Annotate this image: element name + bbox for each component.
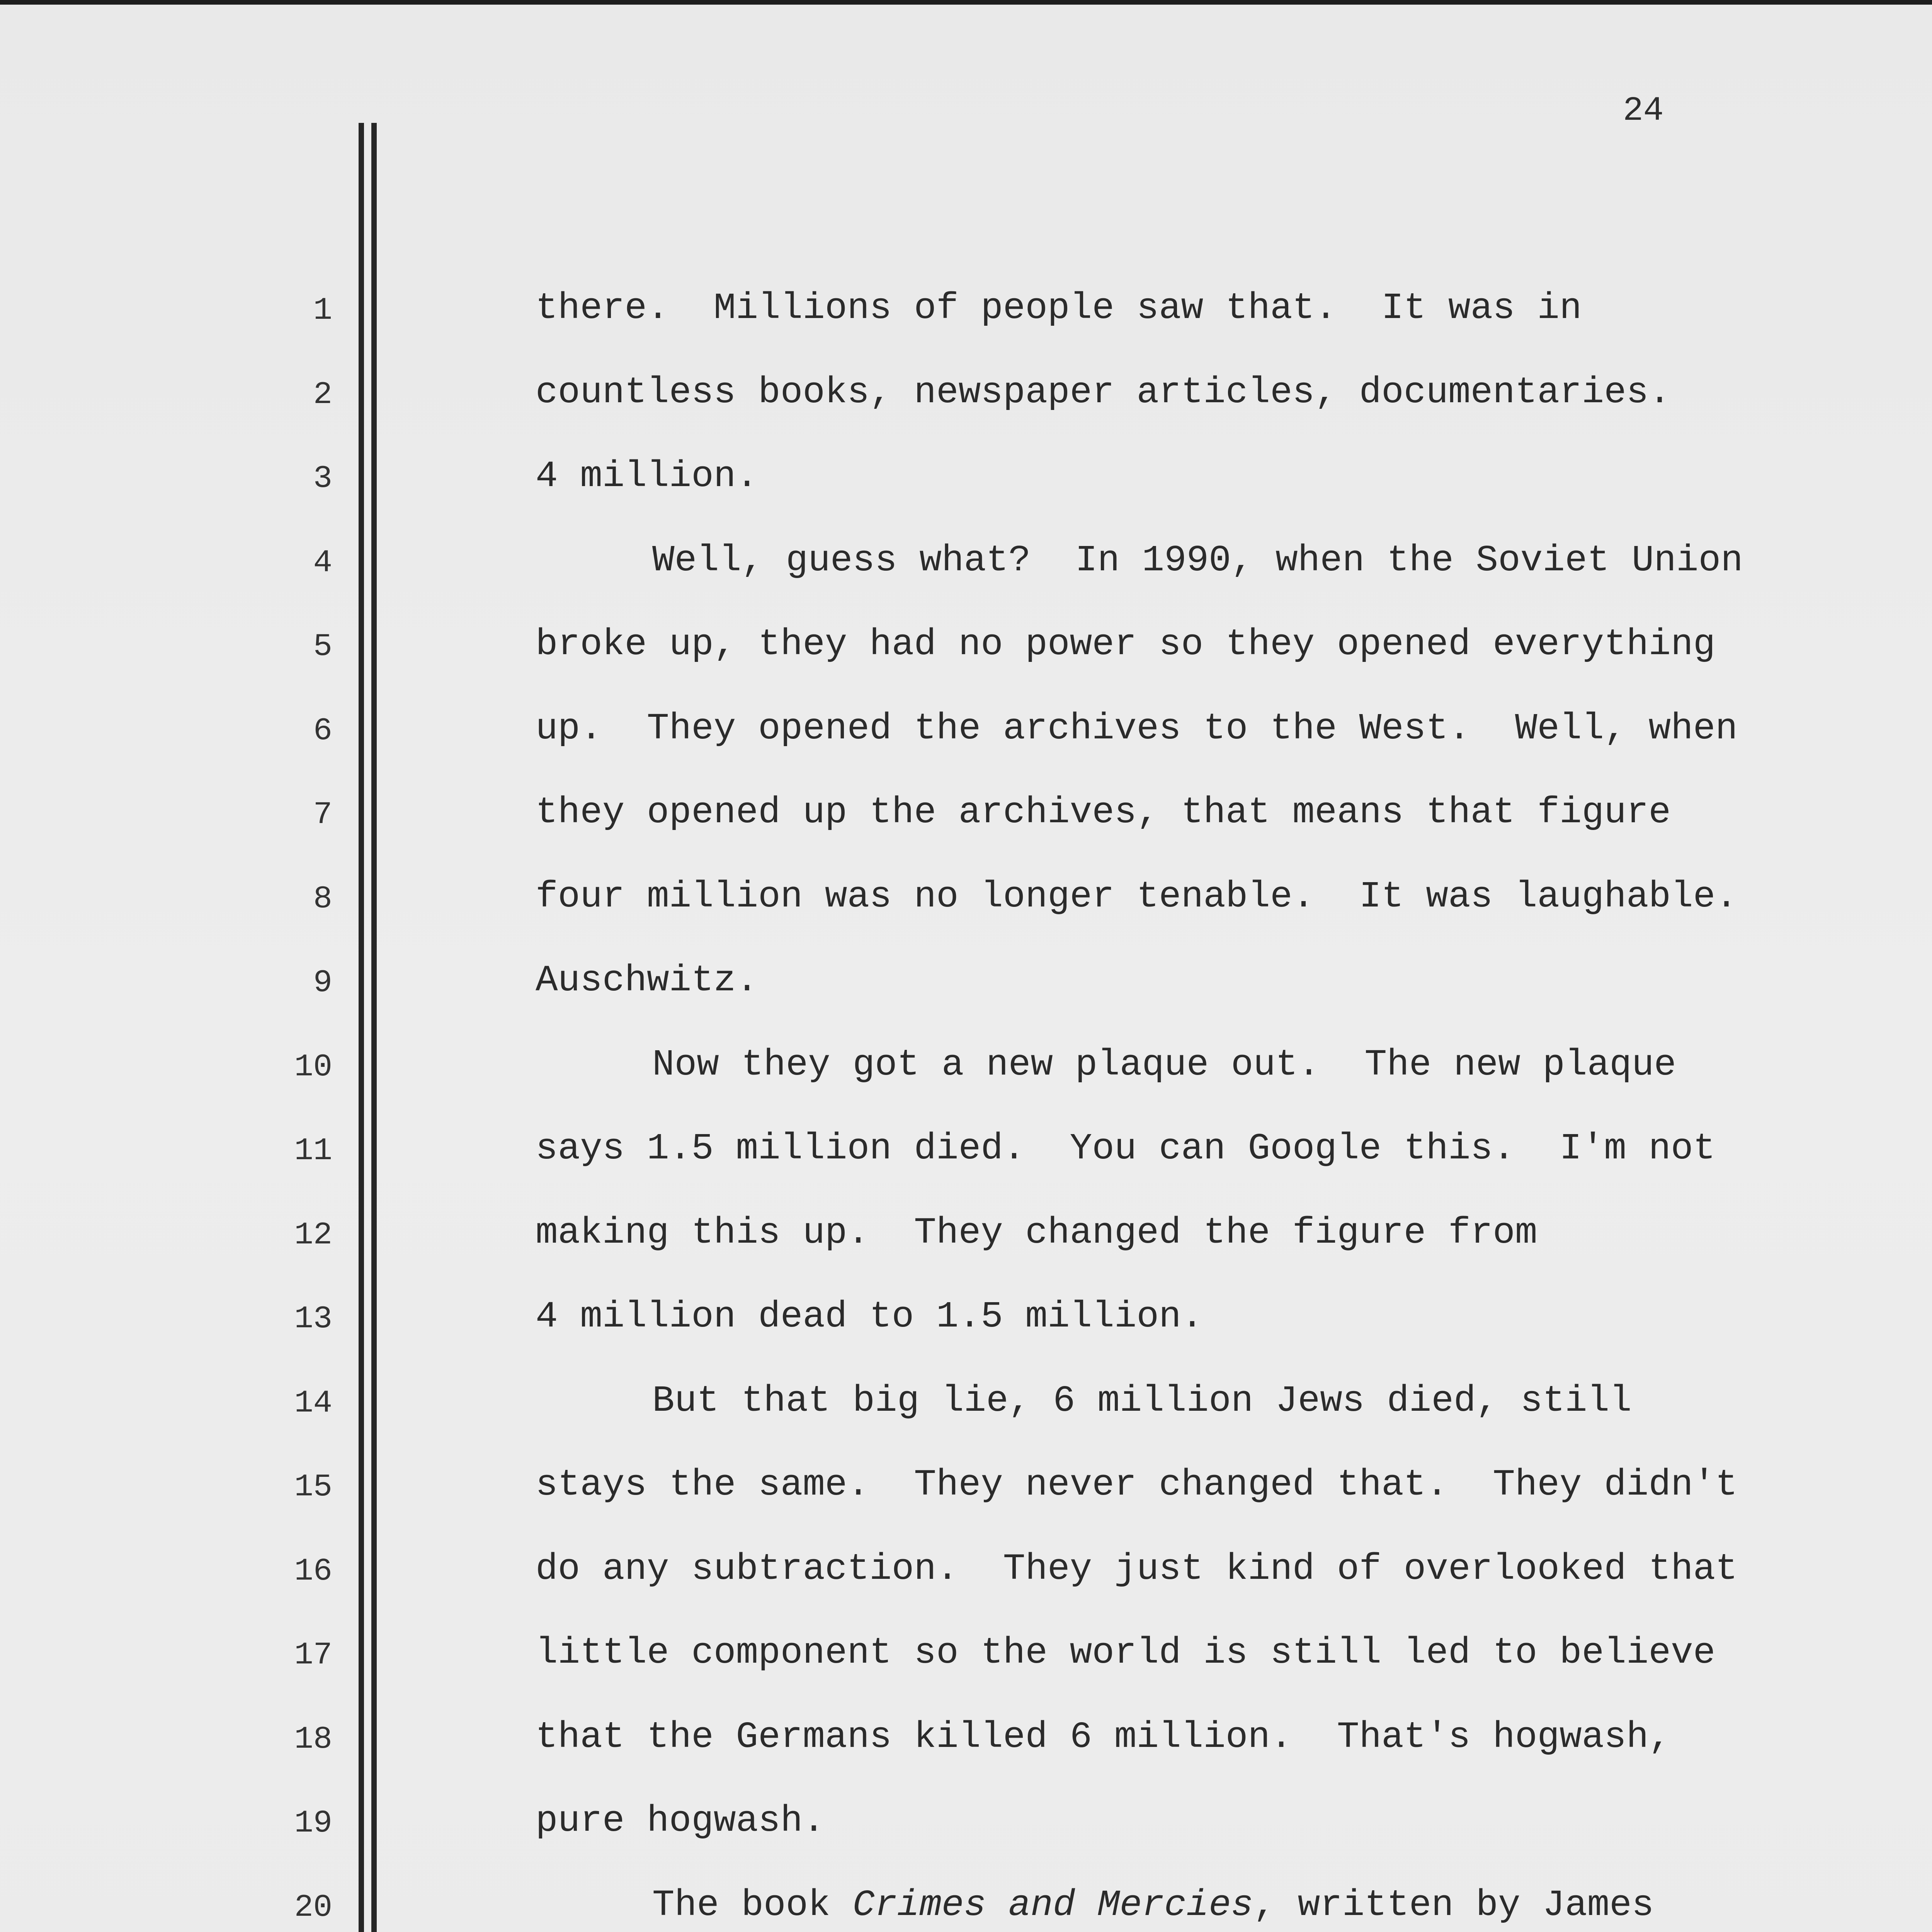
transcript-line xyxy=(536,1546,1849,1592)
line-number: 3 xyxy=(313,461,332,497)
line-segment: they opened up the archives, that means that figure xyxy=(536,791,1671,833)
transcript-line xyxy=(652,1042,1932,1088)
transcript-line xyxy=(652,537,1932,584)
line-segment: , written by James xyxy=(1253,1884,1654,1926)
line-number: 10 xyxy=(294,1049,332,1085)
line-number: 2 xyxy=(313,377,332,413)
transcript-line xyxy=(536,369,1849,416)
transcript-line xyxy=(536,1210,1849,1256)
transcript-line xyxy=(652,1882,1932,1929)
transcript-line xyxy=(536,285,1849,332)
line-number: 11 xyxy=(294,1133,332,1169)
margin-rule-right xyxy=(371,123,377,1932)
line-segment: there. Millions of people saw that. It was in xyxy=(536,287,1582,329)
line-segment: 4 million. xyxy=(536,455,759,497)
page-number: 24 xyxy=(1623,92,1664,130)
line-segment: Well, guess what? In 1990, when the Soviet Union xyxy=(652,539,1743,582)
transcript-line xyxy=(536,1798,1849,1844)
line-segment: little component so the world is still led to believe xyxy=(536,1632,1716,1674)
margin-rule-left xyxy=(359,123,364,1932)
line-number: 4 xyxy=(313,545,332,581)
line-segment: do any subtraction. They just kind of overlooked that xyxy=(536,1548,1738,1590)
transcript-line xyxy=(536,1126,1849,1172)
line-number: 18 xyxy=(294,1721,332,1757)
transcript-line xyxy=(536,1714,1849,1760)
line-segment: that the Germans killed 6 million. That's hogwash, xyxy=(536,1716,1671,1758)
transcript-line xyxy=(536,789,1849,836)
line-segment: But that big lie, 6 million Jews died, still xyxy=(652,1380,1632,1422)
line-segment: pure hogwash. xyxy=(536,1800,825,1842)
line-segment: says 1.5 million died. You can Google this. I'm not xyxy=(536,1128,1716,1170)
line-number: 19 xyxy=(294,1805,332,1841)
line-segment: four million was no longer tenable. It was laughable. xyxy=(536,876,1738,918)
transcript-line xyxy=(536,957,1849,1004)
line-segment: Now they got a new plaque out. The new plaque xyxy=(652,1044,1677,1086)
scan-top-edge xyxy=(0,0,1932,5)
line-segment: Auschwitz. xyxy=(536,959,759,1002)
line-number: 1 xyxy=(313,293,332,328)
line-number: 6 xyxy=(313,713,332,749)
line-segment: 4 million dead to 1.5 million. xyxy=(536,1296,1204,1338)
transcript-line xyxy=(536,453,1849,500)
line-segment: making this up. They changed the figure from xyxy=(536,1212,1537,1254)
line-number: 14 xyxy=(294,1385,332,1421)
line-number: 20 xyxy=(294,1889,332,1925)
line-number: 17 xyxy=(294,1637,332,1673)
italic-book-title: Crimes and Mercies xyxy=(852,1884,1253,1926)
transcript-line xyxy=(536,1462,1849,1508)
transcript-line xyxy=(536,1294,1849,1340)
transcript-line xyxy=(536,1630,1849,1676)
line-number: 9 xyxy=(313,965,332,1001)
line-segment: stays the same. They never changed that. They didn't xyxy=(536,1464,1738,1506)
line-segment: broke up, they had no power so they opened everything xyxy=(536,623,1716,665)
transcript-line xyxy=(536,621,1849,668)
line-number: 15 xyxy=(294,1469,332,1505)
line-number: 16 xyxy=(294,1553,332,1589)
line-number: 12 xyxy=(294,1217,332,1253)
line-number: 5 xyxy=(313,629,332,665)
line-number: 13 xyxy=(294,1301,332,1337)
transcript-line xyxy=(536,874,1849,920)
line-segment: The book xyxy=(652,1884,853,1926)
line-number: 8 xyxy=(313,881,332,917)
line-number: 7 xyxy=(313,797,332,833)
transcript-line xyxy=(536,706,1849,752)
line-segment: up. They opened the archives to the West. Well, when xyxy=(536,707,1738,750)
transcript-line xyxy=(652,1378,1932,1424)
line-segment: countless books, newspaper articles, documentaries. xyxy=(536,371,1671,413)
